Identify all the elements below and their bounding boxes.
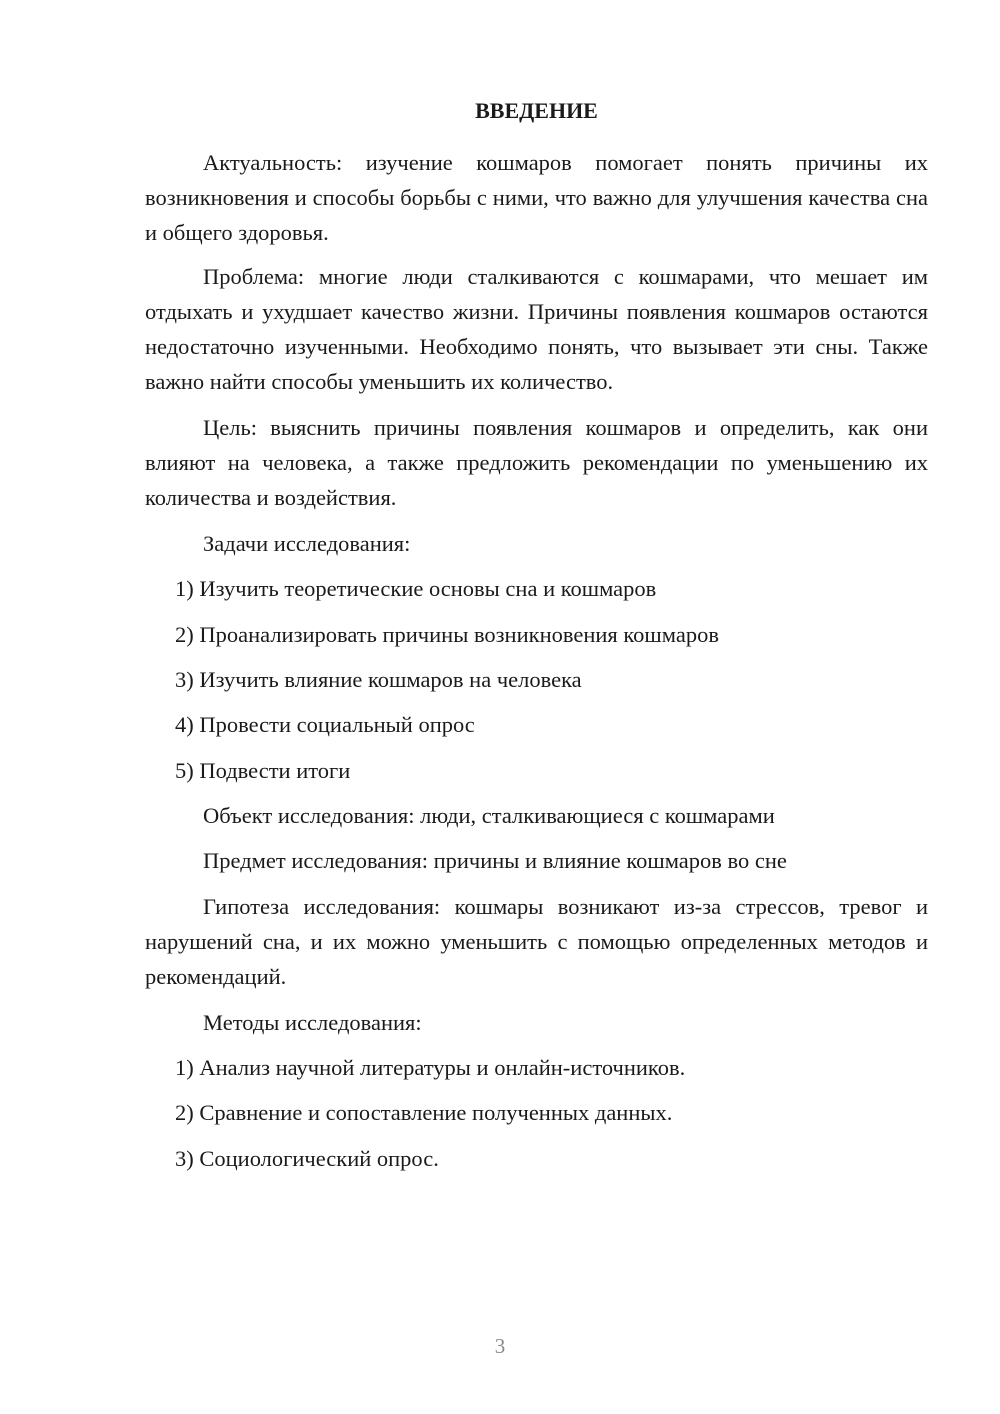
- task-item-3: 3) Изучить влияние кошмаров на человека: [175, 667, 582, 692]
- task-item-5: 5) Подвести итоги: [175, 758, 351, 783]
- paragraph-object: Объект исследования: люди, сталкивающиеся с кошмарами: [203, 803, 775, 828]
- tasks-heading: Задачи исследования:: [203, 531, 411, 556]
- paragraph-hypothesis: Гипотеза исследования: кошмары возникают из-за стрессов, тревог и нарушений сна, и их можно уменьшить с помощью определенных методов и рекомендаций.: [145, 894, 928, 989]
- paragraph-subject: Предмет исследования: причины и влияние кошмаров во сне: [203, 848, 787, 873]
- task-item-1: 1) Изучить теоретические основы сна и кошмаров: [175, 576, 657, 601]
- page-number: 3: [494, 1334, 506, 1358]
- method-item-2: 2) Сравнение и сопоставление полученных данных.: [175, 1100, 673, 1125]
- method-item-1: 1) Анализ научной литературы и онлайн-источников.: [175, 1055, 686, 1080]
- methods-heading: Методы исследования:: [203, 1010, 422, 1035]
- page-title: ВВЕДЕНИЕ: [475, 98, 598, 123]
- paragraph-goal: Цель: выяснить причины появления кошмаров и определить, как они влияют на человека, а также предложить рекомендации по уменьшению их количества и воздействия.: [145, 415, 928, 510]
- paragraph-relevance: Актуальность: изучение кошмаров помогает понять причины их возникновения и способы борьбы с ними, что важно для улучшения качества сна и общего здоровья.: [145, 150, 928, 245]
- paragraph-problem: Проблема: многие люди сталкиваются с кошмарами, что мешает им отдыхать и ухудшает качество жизни. Причины появления кошмаров остаются недостаточно изученными. Необходимо понять, что вызывает эти сны. Также важно найти способы уменьшить их количество.: [145, 264, 928, 394]
- method-item-3: 3) Социологический опрос.: [175, 1146, 439, 1171]
- task-item-2: 2) Проанализировать причины возникновения кошмаров: [175, 622, 719, 647]
- task-item-4: 4) Провести социальный опрос: [175, 712, 475, 737]
